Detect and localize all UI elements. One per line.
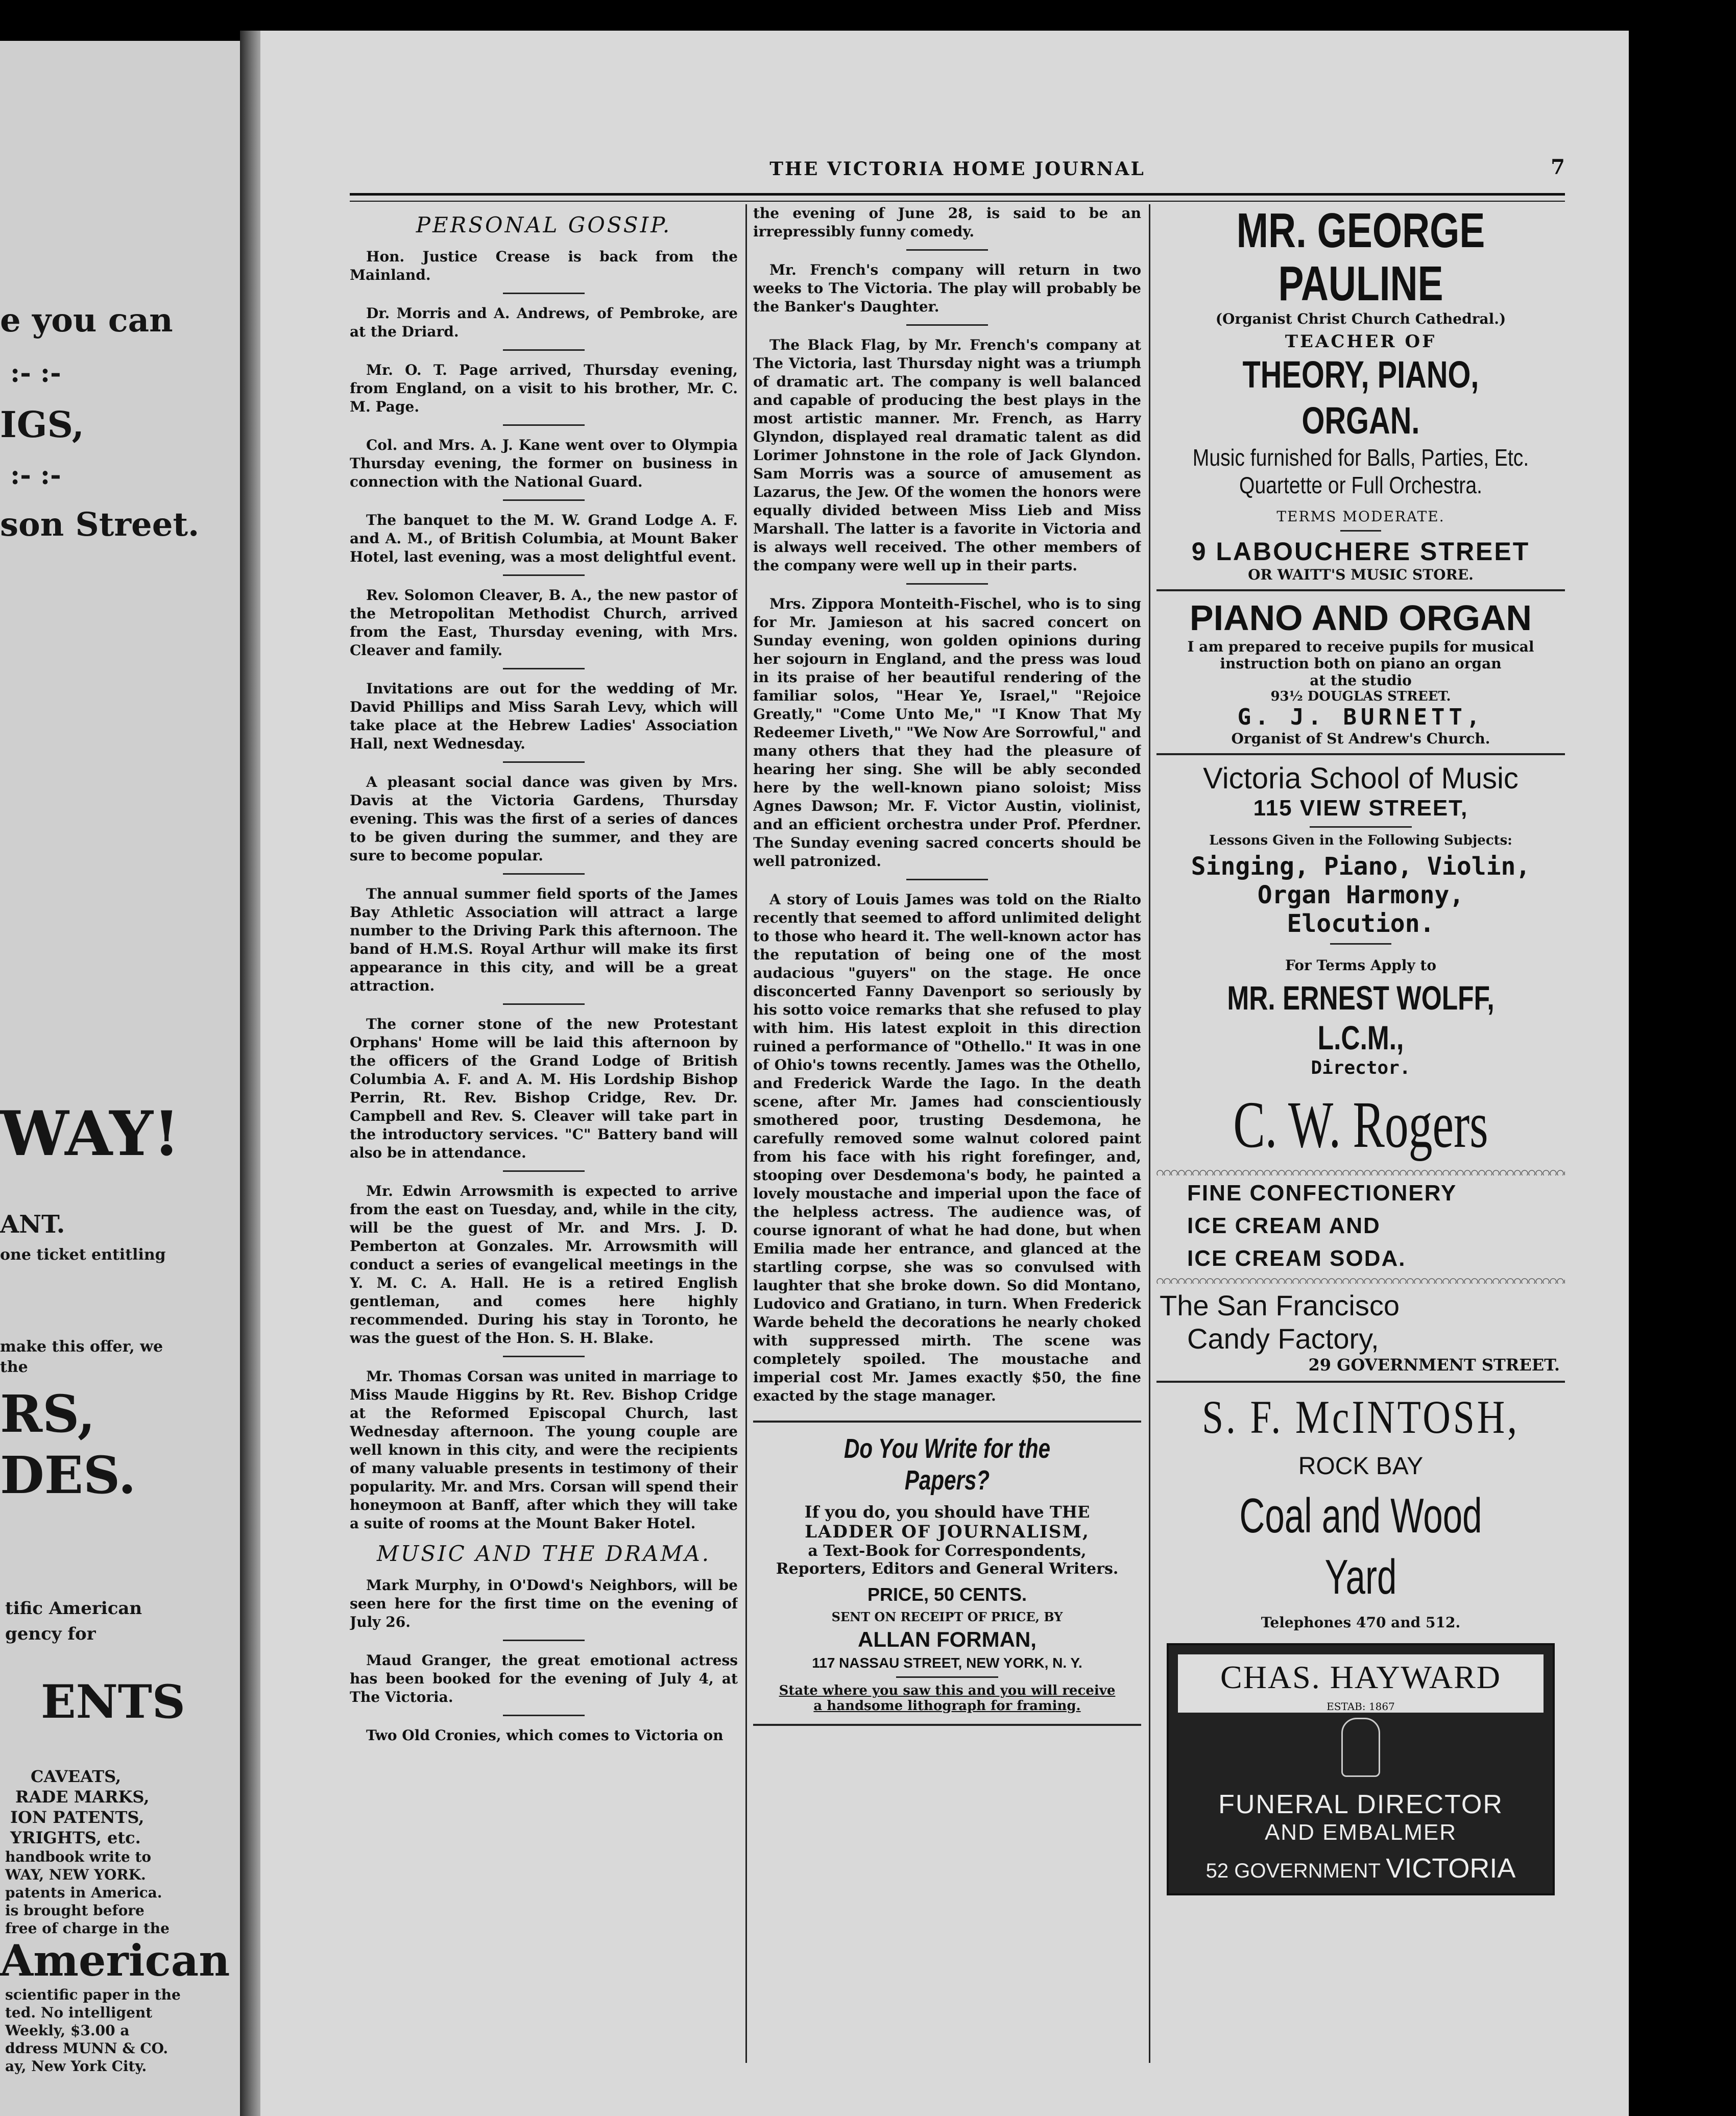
ad-rule: [1310, 826, 1412, 828]
music-drama-items: [350, 1576, 738, 1745]
ad-description: a Text-Book for Correspondents, Reporters, Editors and General Writers.: [776, 1542, 1119, 1578]
section-heading-personal-gossip: PERSONAL GOSSIP.: [416, 212, 672, 237]
adjacent-page-text: patents in America.: [5, 1884, 162, 1901]
item-separator: [503, 1170, 585, 1172]
ad-burnett-role: Organist of St Andrew's Church.: [1231, 730, 1490, 747]
header-rule: [350, 193, 1565, 202]
item-separator: [503, 668, 585, 669]
adjacent-page-text: ted. No intelligent: [5, 2004, 153, 2021]
news-item: Invitations are out for the wedding of Mr. David Phillips and Miss Sarah Levy, which will take place at the Hebrew Ladies' Association Hall, next Wednesday.: [350, 680, 738, 752]
item-separator: [503, 761, 585, 763]
news-item: Mr. French's company will return in two weeks to The Victoria. The play will probably be the Banker's Daughter.: [753, 261, 1141, 315]
item-separator: [503, 1640, 585, 1641]
adjacent-page-text: son Street.: [0, 506, 200, 544]
news-item: Maud Granger, the great emotional actress has been booked for the evening of July 4, at The Victoria.: [350, 1652, 738, 1705]
news-item: The annual summer field sports of the James Bay Athletic Association will attract a large number to the Driving Park this afternoon. The band of H.M.S. Royal Arthur will make its first appearance in this city, and will be a great attraction.: [350, 885, 738, 994]
section-heading-music-drama: MUSIC AND THE DRAMA.: [376, 1541, 711, 1566]
ad-divider: [1156, 753, 1565, 755]
column-advertisements: [1156, 204, 1565, 2063]
ad-rule: [896, 1676, 998, 1678]
ad-pauline-street: 9 LABOUCHERE STREET: [1191, 537, 1530, 566]
ad-school-subjects3: Elocution.: [1287, 909, 1435, 938]
ornamental-rule: [1156, 1168, 1565, 1175]
gossip-items: [350, 248, 738, 1533]
adjacent-page-text: RS,: [0, 1384, 95, 1444]
ad-hayward-street: GOVERNMENT: [1234, 1860, 1381, 1882]
column-drama-continued: [753, 204, 1141, 2063]
ad-line: If you do, you should have THE: [804, 1502, 1090, 1522]
ad-book-title: LADDER OF JOURNALISM,: [805, 1522, 1090, 1542]
ad-victoria-school-of-music: [1156, 761, 1565, 1078]
item-separator: [906, 324, 988, 326]
adjacent-page-text: RADE MARKS,: [15, 1787, 150, 1807]
adjacent-page-text: gency for: [5, 1624, 96, 1644]
adjacent-page-text: American: [0, 1935, 230, 1986]
adjacent-page-text: :- :-: [10, 357, 61, 389]
newspaper-page: [260, 31, 1629, 2116]
ad-pauline-subjects: THEORY, PIANO, ORGAN.: [1242, 353, 1479, 442]
item-separator: [503, 1356, 585, 1357]
ad-burnett-line2: instruction both on piano an organ: [1220, 655, 1502, 672]
ad-rogers-name: C. W. Rogers: [1233, 1088, 1488, 1162]
news-item: The Black Flag, by Mr. French's company at The Victoria, last Thursday night was a triumph of dramatic art. The company is well balanced and capable of producing the best plays in the most artistic manner. Mr. French, as Harry Glyndon, displayed real dramatic talent as did Lorimer Johnstone in the role of Jack Glyndon. Sam Morris was a source of amusement as Lazarus, the Jew. Of the women the honors were equally divided between Miss Lieb and Miss Marshall. The latter is a favorite in Victoria and is always well received. The other members of the company were well up in their parts.: [753, 336, 1141, 574]
ad-divider: [1156, 589, 1565, 591]
adjacent-page-text: CAVEATS,: [31, 1767, 122, 1786]
ad-rogers-line1: FINE CONFECTIONERY: [1187, 1181, 1457, 1206]
ad-pauline-terms: TERMS MODERATE.: [1276, 508, 1445, 525]
adjacent-page-text: DES.: [0, 1445, 136, 1505]
ad-school-street: 115 VIEW STREET,: [1253, 796, 1468, 821]
ad-pauline-sub: (Organist Christ Church Cathedral.): [1215, 310, 1506, 327]
page-header: [350, 155, 1565, 189]
ad-burnett-street: 93½ DOUGLAS STREET.: [1270, 689, 1451, 704]
item-separator: [906, 583, 988, 585]
adjacent-page-text: one ticket entitling: [0, 1246, 166, 1264]
adjacent-page-text: Weekly, $3.00 a: [5, 2022, 130, 2039]
ad-hayward-line2: AND EMBALMER: [1264, 1820, 1457, 1845]
adjacent-page-text: ay, New York City.: [5, 2058, 147, 2075]
ad-pauline-music1: Music furnished for Balls, Parties, Etc.: [1192, 444, 1529, 471]
ad-school-lessons: Lessons Given in the Following Subjects:: [1209, 833, 1512, 848]
item-separator: [503, 1003, 585, 1005]
ornamental-rule: [1156, 1277, 1565, 1284]
ad-cw-rogers: [1156, 1087, 1565, 1284]
ad-mcintosh: [1156, 1389, 1565, 1631]
ad-ladder-of-journalism: [753, 1421, 1141, 1726]
ad-school-director: Director.: [1311, 1057, 1411, 1078]
item-separator: [503, 873, 585, 875]
ad-hayward-line1: FUNERAL DIRECTOR: [1218, 1790, 1503, 1819]
ad-rule: [1340, 530, 1381, 532]
adjacent-page-text: YRIGHTS, etc.: [10, 1828, 141, 1847]
column-personal-gossip: [350, 204, 738, 2063]
urn-icon: [1341, 1718, 1380, 1777]
item-separator: [503, 349, 585, 351]
ad-pauline-name: MR. GEORGE PAULINE: [1236, 204, 1485, 311]
item-separator: [503, 1715, 585, 1716]
ad-rule: [1330, 943, 1391, 945]
ad-burnett-name: G. J. BURNETT,: [1237, 704, 1484, 730]
ad-school-apply: For Terms Apply to: [1285, 957, 1436, 974]
adjacent-page-text: tific American: [5, 1598, 142, 1619]
news-item: A story of Louis James was told on the Rialto recently that seemed to afford unlimited delight to those who heard it. The well-known actor has the reputation of being one of the most audacious "guyers" on the stage. He once disconcerted Fanny Davenport so seriously by his sotto voice remarks that she refused to play with him. His latest exploit in this direction ruined a performance of "Othello." It was in one of Ohio's towns recently. James was the Othello, and Frederick Warde the Iago. In the death scene, after Mr. James had conscientiously smothered poor, trusting Desdemona, he carefully removed some walnut colored paint from his face with his right forefinger, and, stooping over Desdemona's body, he painted a lovely moustache and imperial upon the face of the helpless actress. The audience was, of course ignorant of what he had done, but when Emilia made her entrance, and glanced at the startling corpse, she was so convulsed with laughter that she broke down. So did Montano, Ludovico and Gratiano, in turn. When Frederick Warde beheld the decorations he nearly choked with suppressed mirth. The scene was completely spoiled. The moustache and imperial cost Mr. James exactly $50, the fine exacted by the stage manager.: [753, 891, 1141, 1404]
adjacent-page-text: ENTS: [41, 1675, 185, 1729]
ad-rogers-line3: ICE CREAM SODA.: [1187, 1246, 1406, 1271]
ad-note: State where you saw this and you will receive a handsome lithograph for framing.: [779, 1683, 1116, 1714]
drama-items: [753, 204, 1141, 1405]
adjacent-page-text: ION PATENTS,: [10, 1808, 144, 1827]
ad-san-francisco-candy: [1156, 1289, 1565, 1375]
adjacent-page-text: :- :-: [10, 460, 61, 491]
ad-school-director-name: MR. ERNEST WOLFF, L.C.M.,: [1227, 979, 1494, 1056]
news-item: Rev. Solomon Cleaver, B. A., the new pastor of the Metropolitan Methodist Church, arrived from the East, Thursday evening, with Mrs. Cleaver and family.: [350, 587, 738, 659]
page-number: 7: [1551, 155, 1565, 179]
news-item: Mrs. Zippora Monteith-Fischel, who is to sing for Mr. Jamieson at his sacred concert on Sunday evening, won golden opinions during her sojourn in England, and the press was loud in its praise of her beautiful rendering of the familiar solos, "Hear Ye, Israel," "Rejoice Greatly," "Come Unto Me," "I Know That My Redeemer Liveth," "We Now Are Sorrowful," and many others that they had the pleasure of hearing her sing. She will be ably seconded here by the well-known piano soloist; Miss Agnes Dawson; Mr. F. Victor Austin, violinist, and an efficient orchestra under Prof. Pferdner. The Sunday evening sacred concerts should be well patronized.: [753, 595, 1141, 870]
ad-candy-street: 29 GOVERNMENT STREET.: [1308, 1355, 1560, 1375]
ad-candy-line2: Candy Factory,: [1187, 1322, 1379, 1355]
item-separator: [906, 879, 988, 880]
news-item: Dr. Morris and A. Andrews, of Pembroke, are at the Driard.: [350, 305, 738, 340]
ad-sent: SENT ON RECEIPT OF PRICE, BY: [831, 1609, 1063, 1624]
ad-pauline-store: OR WAITT'S MUSIC STORE.: [1248, 566, 1474, 583]
adjacent-page-text: e you can: [0, 301, 173, 340]
ad-headline: Do You Write for the Papers?: [843, 1433, 1051, 1496]
item-separator: [503, 293, 585, 294]
column-rule: [745, 204, 747, 2063]
news-item: The banquet to the M. W. Grand Lodge A. F. and A. M., of British Columbia, at Mount Baker Hotel, last evening, was a most delightful event.: [350, 512, 738, 565]
news-item: Mr. O. T. Page arrived, Thursday evening, from England, on a visit to his brother, Mr. C. M. Page.: [350, 362, 738, 415]
ad-school-title: Victoria School of Music: [1203, 762, 1518, 795]
ad-publisher: ALLAN FORMAN,: [858, 1627, 1036, 1651]
ad-divider: [1156, 1381, 1565, 1383]
news-item: Mr. Thomas Corsan was united in marriage to Miss Maude Higgins by Rt. Rev. Bishop Cridge at the Reformed Episcopal Church, last Wednesday afternoon. The young couple are well known in this city, and were the recipients of many valuable presents in testimony of their popularity. Mr. and Mrs. Corsan will spend their honeymoon at Banff, after which they will take a suite of rooms at the Mount Baker Hotel.: [350, 1368, 738, 1532]
ad-hayward-city: VICTORIA: [1386, 1853, 1516, 1884]
adjacent-page-text: free of charge in the: [5, 1920, 170, 1937]
news-item: Hon. Justice Crease is back from the Mainland.: [350, 248, 738, 283]
adjacent-page-text: handbook write to: [5, 1848, 152, 1865]
adjacent-page-text: the: [0, 1358, 28, 1376]
ad-pauline-teacher: TEACHER OF: [1285, 331, 1437, 352]
ad-school-subjects1: Singing, Piano, Violin,: [1191, 852, 1531, 881]
ad-mcintosh-yard: Coal and Wood Yard: [1239, 1488, 1482, 1604]
ad-mcintosh-place: ROCK BAY: [1298, 1453, 1424, 1480]
ad-hayward-estab: ESTAB: 1867: [1178, 1700, 1544, 1713]
ad-address: 117 NASSAU STREET, NEW YORK, N. Y.: [812, 1655, 1082, 1671]
ad-candy-line1: The San Francisco: [1160, 1289, 1400, 1321]
column-rule: [1149, 204, 1150, 2063]
ad-hayward-name: CHAS. HAYWARD: [1178, 1654, 1544, 1700]
adjacent-page-text: make this offer, we: [0, 1338, 163, 1356]
ad-mcintosh-phones: Telephones 470 and 512.: [1261, 1614, 1461, 1631]
adjacent-page-text: is brought before: [5, 1902, 144, 1919]
news-item: The corner stone of the new Protestant Orphans' Home will be laid this afternoon by the officers of the Grand Lodge of British Columbia A. F. and A. M. His Lordship Bishop Perrin, Rt. Rev. Bishop Cridge, Rev. Dr. Campbell and Rev. S. Cleaver will take part in the introductory services. "C" Battery band will also be in attendance.: [350, 1016, 738, 1161]
item-separator: [503, 424, 585, 426]
ad-pauline-music2: Quartette or Full Orchestra.: [1239, 472, 1482, 498]
ad-rogers-line2: ICE CREAM AND: [1187, 1213, 1381, 1238]
ad-hayward-num: 52: [1205, 1860, 1229, 1882]
news-item: Two Old Cronies, which comes to Victoria on: [366, 1727, 724, 1744]
ad-school-subjects2: Organ Harmony,: [1257, 881, 1464, 909]
ad-burnett-title: PIANO AND ORGAN: [1189, 598, 1532, 638]
item-separator: [503, 499, 585, 501]
item-separator: [906, 249, 988, 251]
ad-mcintosh-name: S. F. McINTOSH,: [1202, 1391, 1520, 1443]
news-item: Mark Murphy, in O'Dowd's Neighbors, will be seen here for the first time on the evening of July 26.: [350, 1577, 738, 1630]
adjacent-page-text: IGS,: [0, 403, 84, 446]
ad-hayward-address: [1178, 1853, 1544, 1884]
news-item: A pleasant social dance was given by Mrs. Davis at the Victoria Gardens, Thursday evening. This was the first of a series of dances to be given during the summer, and they are sure to become popular.: [350, 774, 738, 864]
ad-price: PRICE, 50 CENTS.: [867, 1584, 1027, 1605]
adjacent-page-text: scientific paper in the: [5, 1986, 181, 2003]
ad-burnett-line1: I am prepared to receive pupils for musical: [1187, 638, 1534, 655]
news-item: the evening of June 28, is said to be an irrepressibly funny comedy.: [753, 205, 1141, 240]
adjacent-page-text: ANT.: [0, 1210, 65, 1239]
masthead-title: THE VICTORIA HOME JOURNAL: [769, 158, 1145, 180]
news-item: Mr. Edwin Arrowsmith is expected to arrive from the east on Tuesday, and, while in the city, will be the guest of Mr. and Mrs. J. D. Pemberton at Gonzales. Mr. Arrowsmith will conduct a series of evangelical meetings in the Y. M. C. A. Hall. He is a retired English gentleman, and comes here highly recommended. During his stay in Toronto, he was the guest of the Hon. S. H. Blake.: [350, 1183, 738, 1346]
ad-burnett: [1156, 597, 1565, 747]
adjacent-page-text: ddress MUNN & CO.: [5, 2040, 168, 2057]
ad-george-pauline: [1156, 204, 1565, 583]
ad-burnett-line3: at the studio: [1310, 672, 1412, 689]
item-separator: [503, 574, 585, 576]
ad-chas-hayward: [1167, 1643, 1555, 1895]
news-item: Col. and Mrs. A. J. Kane went over to Olympia Thursday evening, the former on business in connection with the National Guard.: [350, 437, 738, 490]
adjacent-page-text: WAY, NEW YORK.: [5, 1866, 146, 1883]
adjacent-page-fragment: [0, 41, 240, 2116]
adjacent-page-text: WAY!: [0, 1098, 180, 1170]
